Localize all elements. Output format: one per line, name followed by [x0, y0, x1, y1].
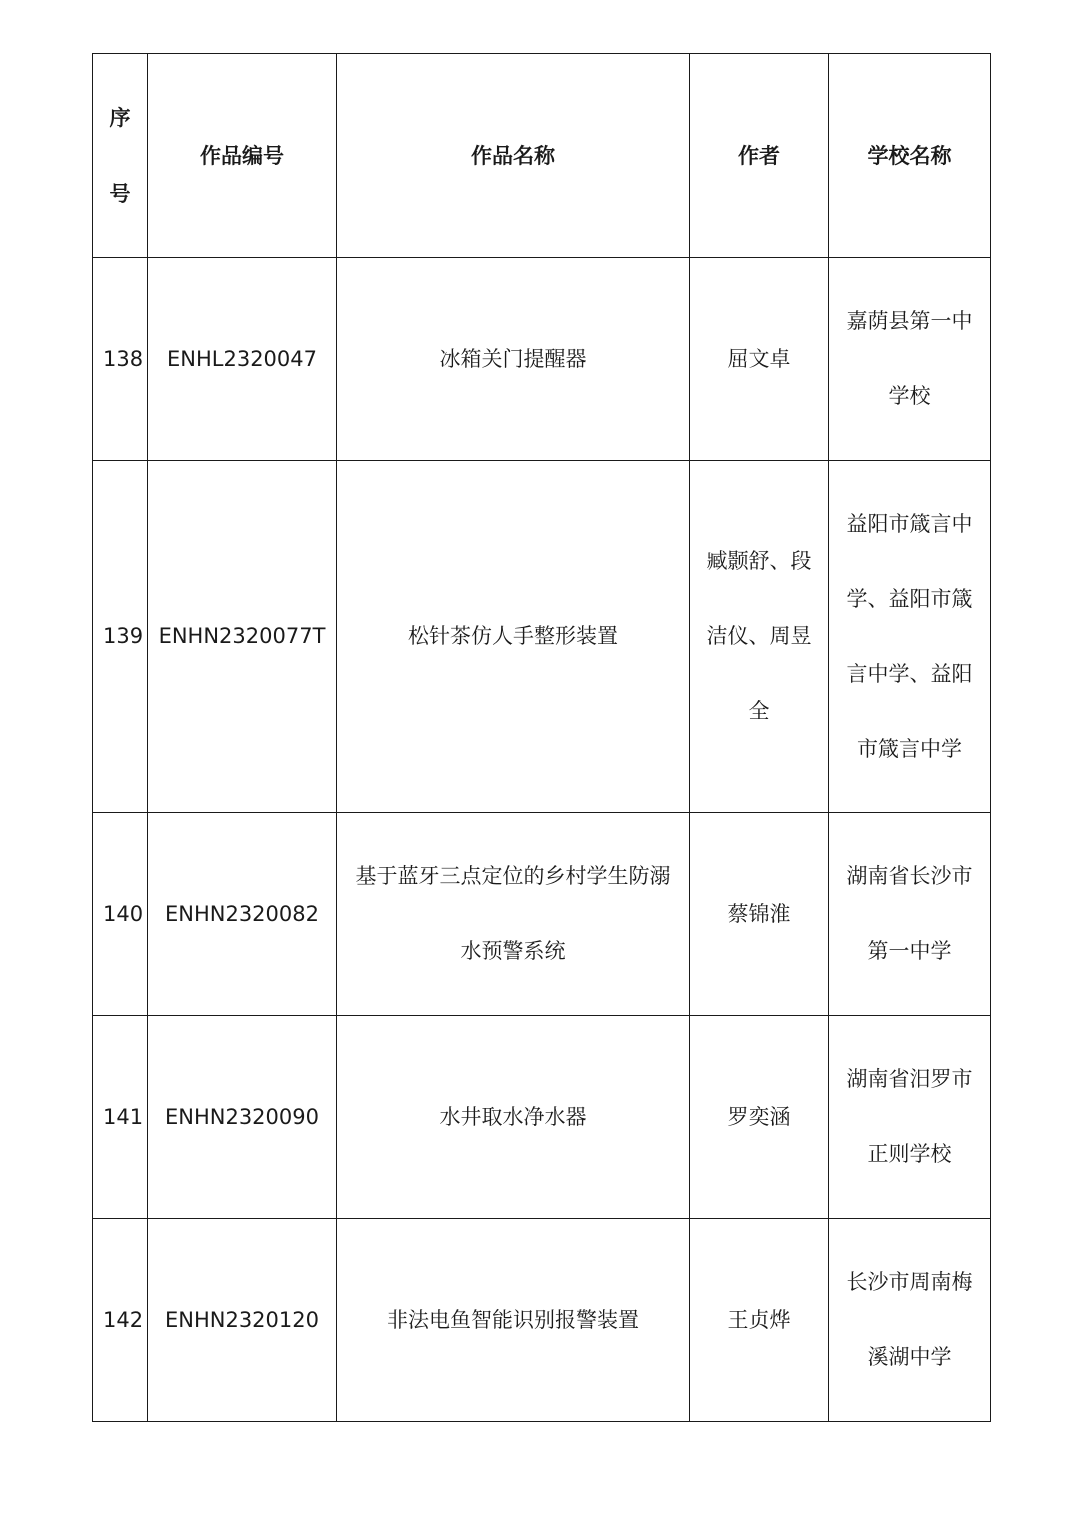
- header-seq-spacer: [103, 137, 137, 175]
- cell-title: [337, 1016, 690, 1219]
- header-code: 作品编号: [148, 54, 337, 258]
- cell-code: ENHL2320047: [148, 258, 337, 461]
- cell-school: [829, 1219, 991, 1422]
- cell-author-line: 全: [748, 699, 770, 723]
- cell-school-line: 言中学、益阳: [846, 661, 973, 686]
- cell-school-line: 长沙市周南梅: [846, 1270, 973, 1294]
- cell-seq: 142: [93, 1219, 148, 1422]
- table-header-row: [93, 54, 991, 258]
- cell-author: [690, 461, 829, 813]
- cell-school-line: 嘉荫县第一中: [846, 309, 973, 333]
- cell-title-line: 水井取水净水器: [439, 1104, 587, 1129]
- table-row: [93, 1016, 991, 1219]
- header-seq-line: 号: [109, 181, 131, 206]
- cell-author-line: 洁仪、周昱: [706, 624, 812, 648]
- cell-seq: 140: [93, 813, 148, 1016]
- cell-title-line: 非法电鱼智能识别报警装置: [387, 1307, 639, 1332]
- cell-title: [337, 1219, 690, 1422]
- cell-school: [829, 258, 991, 461]
- cell-title-line: 水预警系统: [460, 939, 566, 963]
- cell-school-line: 湖南省长沙市: [846, 864, 973, 888]
- cell-school-line: 学校: [888, 384, 931, 408]
- cell-title-line: 冰箱关门提醒器: [439, 346, 587, 371]
- cell-school-line: 湖南省汨罗市: [846, 1067, 973, 1091]
- cell-author: [690, 1219, 829, 1422]
- cell-school-line: 第一中学: [867, 939, 952, 963]
- cell-seq: 138: [93, 258, 148, 461]
- cell-school: [829, 813, 991, 1016]
- table-row: [93, 813, 991, 1016]
- header-school: 学校名称: [829, 54, 991, 258]
- table-row: [93, 461, 991, 813]
- cell-title-line: 基于蓝牙三点定位的乡村学生防溺: [355, 864, 671, 888]
- table-row: [93, 1219, 991, 1422]
- cell-code: ENHN2320077T: [148, 461, 337, 813]
- cell-school-line: 溪湖中学: [867, 1345, 952, 1369]
- cell-school-line: 益阳市箴言中: [846, 511, 973, 536]
- cell-title: [337, 461, 690, 813]
- cell-author-line: 王贞烨: [727, 1307, 791, 1332]
- cell-school-line: 学、益阳市箴: [846, 586, 973, 611]
- cell-author-line: 屈文卓: [727, 346, 791, 371]
- cell-title: [337, 258, 690, 461]
- cell-author-line: 蔡锦淮: [727, 901, 791, 926]
- header-seq: [93, 54, 148, 258]
- cell-seq: 141: [93, 1016, 148, 1219]
- cell-title-line: 松针茶仿人手整形装置: [408, 624, 618, 648]
- cell-code: ENHN2320082: [148, 813, 337, 1016]
- table-row: [93, 258, 991, 461]
- results-table: [92, 53, 991, 1422]
- cell-author: [690, 813, 829, 1016]
- header-author: 作者: [690, 54, 829, 258]
- cell-author-line: 臧颢舒、段: [706, 549, 812, 573]
- cell-seq: 139: [93, 461, 148, 813]
- cell-school-line: 市箴言中学: [857, 736, 962, 761]
- cell-code: ENHN2320120: [148, 1219, 337, 1422]
- cell-school: [829, 461, 991, 813]
- cell-author-line: 罗奕涵: [727, 1104, 791, 1129]
- header-seq-line: 序: [109, 105, 131, 130]
- cell-title: [337, 813, 690, 1016]
- cell-school-line: 正则学校: [867, 1142, 952, 1166]
- cell-school: [829, 1016, 991, 1219]
- cell-code: ENHN2320090: [148, 1016, 337, 1219]
- cell-author: [690, 1016, 829, 1219]
- header-title: 作品名称: [337, 54, 690, 258]
- cell-author: [690, 258, 829, 461]
